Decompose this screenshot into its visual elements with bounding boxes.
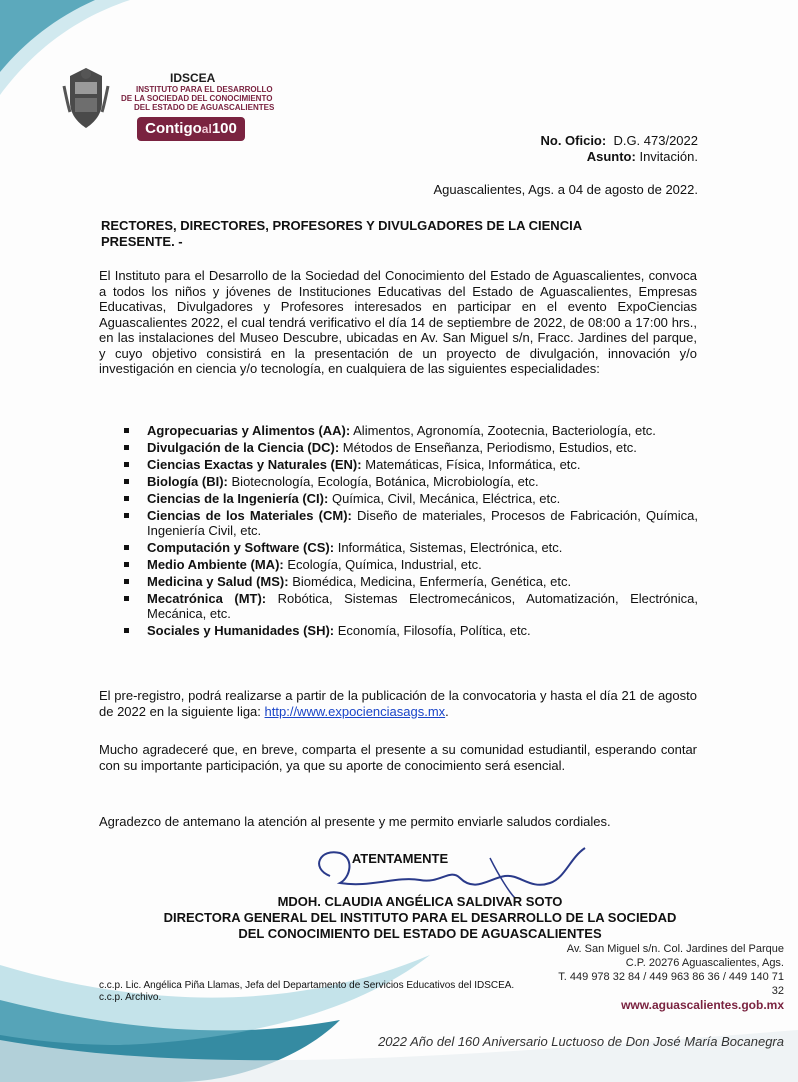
asunto-label: Asunto: — [586, 149, 636, 164]
closing-paragraph: Agradezco de antemano la atención al presente y me permito enviarle saludos cordiales. — [99, 814, 611, 829]
oficio-label: No. Oficio: — [540, 133, 607, 148]
asunto-value: Invitación. — [639, 149, 698, 164]
addressee-line1: RECTORES, DIRECTORES, PROFESORES Y DIVULGADORES DE LA CIENCIA — [101, 218, 583, 233]
specialty-item — [124, 440, 698, 455]
oficio-value: D.G. 473/2022 — [613, 133, 698, 148]
carbon-copy — [99, 980, 514, 1004]
signer-title-line2: DEL CONOCIMIENTO DEL ESTADO DE AGUASCALIENTES — [238, 926, 602, 941]
specialty-name: Agropecuarias y Alimentos (AA): — [147, 423, 351, 438]
signer-name: MDOH. CLAUDIA ANGÉLICA SALDIVAR SOTO — [277, 894, 563, 909]
contact-info — [544, 942, 784, 1012]
handwritten-signature — [300, 838, 600, 898]
oficio-number — [540, 133, 698, 148]
specialty-desc: Economía, Filosofía, Política, etc. — [337, 623, 531, 638]
specialty-name: Ciencias de la Ingeniería (CI): — [147, 491, 329, 506]
phone-numbers: T. 449 978 32 84 / 449 963 86 36 / 449 140 71 32 — [558, 971, 784, 997]
specialty-item — [124, 457, 698, 472]
registration-link[interactable]: http://www.expocienciasags.mx — [264, 703, 446, 719]
asunto — [587, 149, 698, 164]
website-link[interactable]: www.aguascalientes.gob.mx — [621, 998, 784, 1012]
specialty-desc: Ecología, Química, Industrial, etc. — [287, 557, 482, 572]
specialty-name: Ciencias de los Materiales (CM): — [147, 508, 352, 523]
specialty-desc: Métodos de Enseñanza, Periodismo, Estudios, etc. — [342, 440, 637, 455]
specialty-desc: Biotecnología, Ecología, Botánica, Microbiología, etc. — [231, 474, 539, 489]
specialty-name: Medicina y Salud (MS): — [147, 574, 289, 589]
specialty-name: Ciencias Exactas y Naturales (EN): — [147, 457, 362, 472]
preregistro-paragraph — [99, 688, 697, 719]
intro-paragraph: El Instituto para el Desarrollo de la Sociedad del Conocimiento del Estado de Aguascalientes, convoca a todos los niños y jóvenes de Instituciones Educativas del Estado de Aguascalientes, Empresas Educativas, Divulgadores y Profesores interesados en participar en el evento ExpoCiencias Aguascalientes 2022, el cual tendrá verificativo el día 14 de septiembre de 2022, de 08:00 a 17:00 hrs., en las instalaciones del Museo Descubre, ubicadas en Av. San Miguel s/n, Fracc. Jardines del parque, y cuyo objetivo consistirá en la presentación de un proyecto de divulgación, innovación y/o investigación en ciencia y/o tecnología, en cualquiera de las siguientes especialidades: — [99, 268, 697, 376]
slogan-part1: Contigo — [145, 120, 202, 137]
specialty-name: Mecatrónica (MT): — [147, 591, 267, 606]
org-name-line2: DE LA SOCIEDAD DEL CONOCIMIENTO — [121, 94, 273, 103]
specialty-desc: Informática, Sistemas, Electrónica, etc. — [337, 540, 563, 555]
specialty-item — [124, 591, 698, 621]
org-name-line3: DEL ESTADO DE AGUASCALIENTES — [134, 103, 275, 112]
addressee — [101, 218, 701, 250]
coat-of-arms-logo — [62, 66, 110, 130]
footer-motto: 2022 Año del 160 Aniversario Luctuoso de Don José María Bocanegra — [378, 1034, 784, 1049]
specialty-desc: Biomédica, Medicina, Enfermería, Genética, etc. — [292, 574, 572, 589]
specialty-item — [124, 491, 698, 506]
specialty-name: Biología (BI): — [147, 474, 228, 489]
slogan-part2: al — [201, 122, 212, 136]
signer-title-line1: DIRECTORA GENERAL DEL INSTITUTO PARA EL DESARROLLO DE LA SOCIEDAD — [163, 910, 677, 925]
atentamente: ATENTAMENTE — [351, 851, 449, 866]
specialty-item — [124, 508, 698, 538]
specialty-item — [124, 557, 698, 572]
specialty-desc: Alimentos, Agronomía, Zootecnia, Bacteriología, etc. — [353, 423, 656, 438]
preregistro-text: El pre-registro, podrá realizarse a partir de la publicación de la convocatoria y hasta el día 21 de agosto de 2022 en la siguiente liga: — [99, 688, 697, 719]
specialty-item — [124, 540, 698, 555]
org-short-name: IDSCEA — [170, 71, 216, 85]
specialty-desc: Diseño de materiales, Procesos de Fabricación, Química, Ingeniería Civil, etc. — [147, 508, 698, 538]
specialty-item — [124, 574, 698, 589]
thanks-paragraph: Mucho agradeceré que, en breve, comparta el presente a su comunidad estudiantil, esperando contar con su importante participación, ya que su aporte de conocimiento será esencial. — [99, 742, 697, 773]
specialty-desc: Matemáticas, Física, Informática, etc. — [365, 457, 581, 472]
ccp-line2: c.c.p. Archivo. — [99, 992, 162, 1003]
specialty-item — [124, 423, 698, 438]
org-name-line1: INSTITUTO PARA EL DESARROLLO — [136, 85, 273, 94]
specialty-name: Sociales y Humanidades (SH): — [147, 623, 335, 638]
specialty-item — [124, 474, 698, 489]
date-line: Aguascalientes, Ags. a 04 de agosto de 2022. — [433, 182, 698, 197]
address-line1: Av. San Miguel s/n. Col. Jardines del Parque — [566, 943, 784, 955]
specialties-list — [124, 423, 698, 640]
addressee-line2: PRESENTE. - — [101, 234, 183, 249]
preregistro-end: . — [445, 703, 449, 719]
specialty-name: Medio Ambiente (MA): — [147, 557, 284, 572]
contigo-al-100-badge — [137, 117, 245, 141]
specialty-name: Computación y Software (CS): — [147, 540, 335, 555]
specialty-name: Divulgación de la Ciencia (DC): — [147, 440, 340, 455]
specialty-item — [124, 623, 698, 638]
specialty-desc: Química, Civil, Mecánica, Eléctrica, etc. — [331, 491, 561, 506]
ccp-line1: c.c.p. Lic. Angélica Piña Llamas, Jefa del Departamento de Servicios Educativos del IDSCEA. — [99, 980, 515, 991]
address-line2: C.P. 20276 Aguascalientes, Ags. — [625, 957, 784, 969]
slogan-part3: 100 — [211, 120, 237, 137]
specialty-desc: Robótica, Sistemas Electromecánicos, Automatización, Electrónica, Mecánica, etc. — [147, 591, 698, 621]
